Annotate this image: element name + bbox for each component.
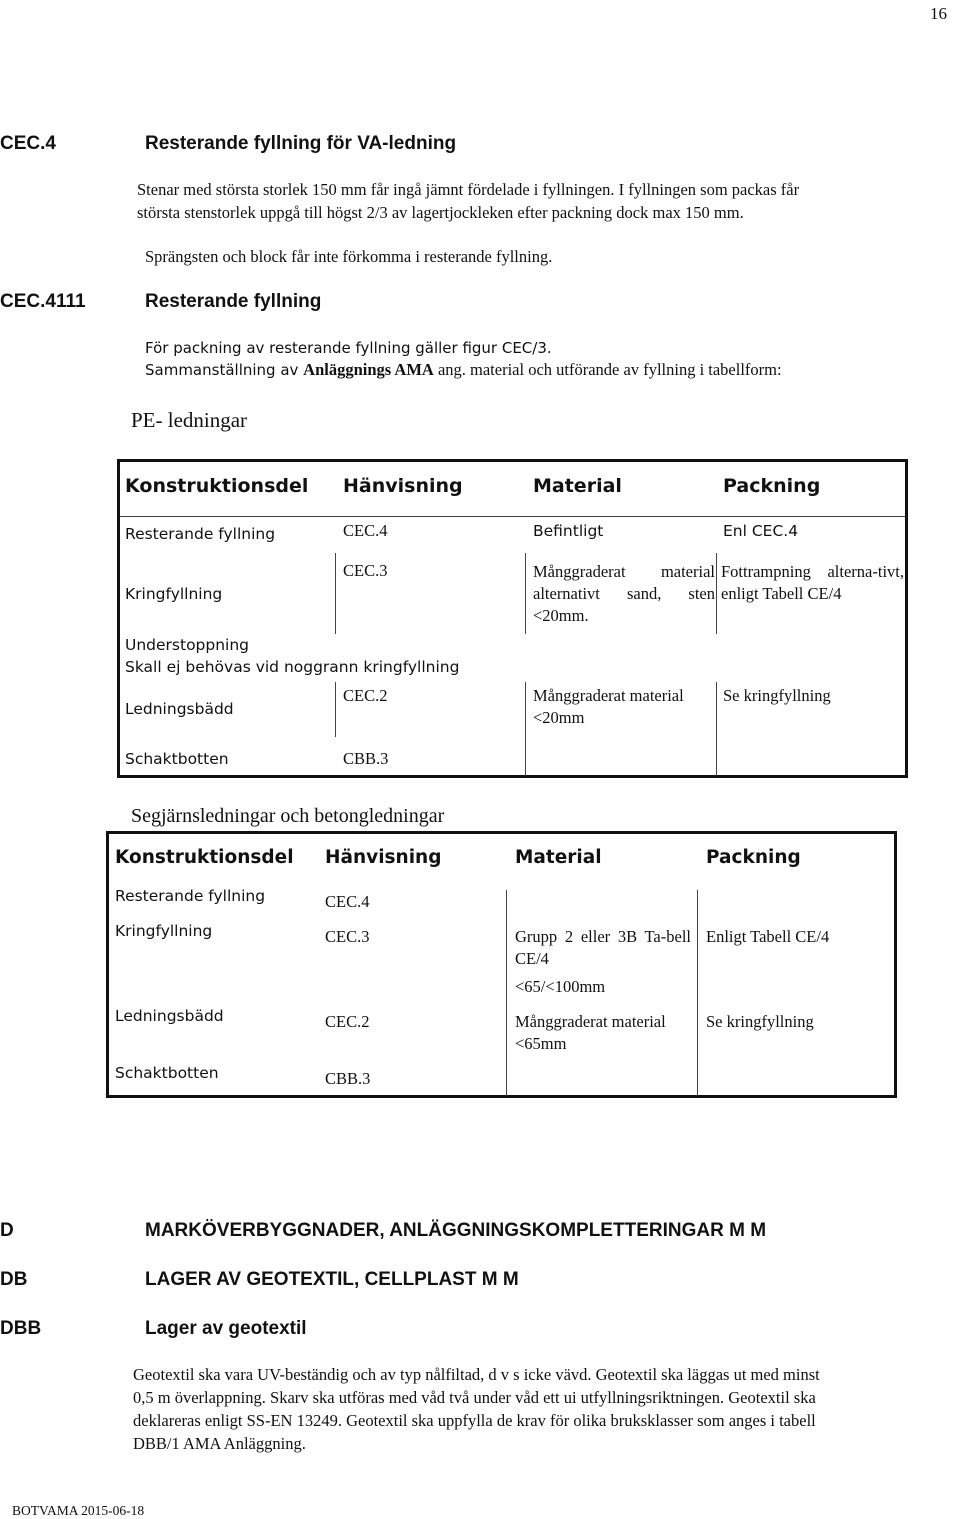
pe-cell-resterande-material: Befintligt (533, 522, 604, 540)
segjarn-header-packning: Packning (706, 847, 801, 868)
section-title-cec4: Resterande fyllning för VA-ledning (145, 133, 457, 154)
section-code-cec4111: CEC.4111 (0, 291, 86, 312)
pe-header-divider (120, 516, 905, 517)
segjarn-cell-kring-packning: Enligt Tabell CE/4 (706, 927, 830, 946)
pe-col-divider (335, 553, 336, 634)
pe-col-divider (335, 682, 336, 737)
segjarn-cell-schakt: Schaktbotten (115, 1064, 219, 1082)
segjarn-cell-resterande-ref: CEC.4 (325, 892, 370, 911)
section-code-cec4: CEC.4 (0, 133, 56, 154)
section-title-dbb: Lager av geotextil (145, 1318, 307, 1339)
paragraph-blasted-rock: Sprängsten och block får inte förkomma i resterande fyllning. (145, 247, 553, 266)
paragraph-stone-size: Stenar med största storlek 150 mm får ingå jämnt fördelade i fyllningen. I fyllningen som packas får största stenstorlek uppgå till högst 2/3 av lagertjockleken efter packning dock max 150 mm. (137, 180, 800, 222)
segjarn-header-konstruktionsdel: Konstruktionsdel (115, 847, 294, 868)
section-code-dbb: DBB (0, 1318, 42, 1339)
summary-prefix: Sammanställning av (145, 361, 304, 379)
footer-document-id: BOTVAMA 2015-06-18 (12, 1503, 145, 1518)
pe-table-heading: PE- ledningar (131, 408, 248, 432)
pe-cell-kring-ref: CEC.3 (343, 561, 388, 580)
pe-cell-kring-material: Månggraderat material alternativt sand, sten <20mm. (533, 562, 715, 625)
pe-col-divider (525, 553, 526, 634)
segjarn-table (106, 831, 897, 1098)
segjarn-cell-kring: Kringfyllning (115, 922, 213, 940)
section-code-db: DB (0, 1269, 28, 1290)
pe-cell-schakt: Schaktbotten (125, 750, 229, 768)
pe-cell-kring: Kringfyllning (125, 585, 223, 603)
section-code-d: D (0, 1220, 14, 1241)
segjarn-cell-badd-ref: CEC.2 (325, 1012, 370, 1031)
segjarn-header-material: Material (515, 847, 602, 868)
pe-header-konstruktionsdel: Konstruktionsdel (125, 475, 309, 497)
paragraph-geotextile: Geotextil ska vara UV-beständig och av typ nålfiltad, d v s icke vävd. Geotextil ska läggas ut med minst 0,5 m överlappning. Skarv ska utföras med våd två under våd ett ui utfyllningsriktningen. Geotextil ska deklareras enligt SS-EN 13249. Geotextil ska uppfylla de krav för olika bruksklasser som anges i tabell DBB/1 AMA Anläggning. (133, 1365, 820, 1453)
segjarn-cell-badd: Ledningsbädd (115, 1007, 224, 1025)
summary-suffix: ang. material och utförande av fyllning i tabellform: (433, 360, 782, 379)
pe-header-hanvisning: Hänvisning (343, 475, 463, 497)
segjarn-cell-badd-material: Månggraderat material <65mm (515, 1012, 666, 1053)
pe-table (117, 459, 908, 778)
pe-cell-understoppning: Understoppning (125, 636, 250, 654)
pe-col-divider (716, 553, 717, 634)
pe-col-divider (716, 682, 717, 776)
pe-cell-badd-material: Månggraderat material <20mm (533, 686, 684, 727)
section-title-db: LAGER AV GEOTEXTIL, CELLPLAST M M (145, 1269, 519, 1290)
ama-reference: Anläggnings AMA (303, 360, 434, 379)
pe-cell-understoppning-note: Skall ej behövas vid noggrann kringfyllning (125, 658, 460, 676)
pe-cell-schakt-ref: CBB.3 (343, 749, 389, 768)
segjarn-cell-kring-material-size: <65/<100mm (515, 977, 606, 996)
pe-cell-kring-packning: Fottrampning alterna-tivt, enligt Tabell CE/4 (721, 562, 904, 603)
pe-cell-resterande-ref: CEC.4 (343, 521, 388, 540)
segjarn-table-heading: Segjärnsledningar och betongledningar (131, 805, 445, 827)
section-title-cec4111: Resterande fyllning (145, 291, 322, 312)
segjarn-col-divider (506, 890, 507, 1096)
segjarn-col-divider (697, 890, 698, 1096)
pe-cell-resterande-packning: Enl CEC.4 (723, 522, 799, 540)
pe-cell-resterande: Resterande fyllning (125, 525, 276, 543)
paragraph-summary (145, 359, 782, 381)
pe-cell-badd-ref: CEC.2 (343, 686, 388, 705)
segjarn-header-hanvisning: Hänvisning (325, 847, 442, 868)
segjarn-cell-kring-material: Grupp 2 eller 3B Ta-bell CE/4 (515, 927, 691, 968)
pe-cell-badd: Ledningsbädd (125, 700, 234, 718)
pe-cell-badd-packning: Se kringfyllning (723, 686, 831, 705)
segjarn-cell-resterande: Resterande fyllning (115, 887, 266, 905)
pe-col-divider (525, 682, 526, 776)
pe-header-material: Material (533, 475, 622, 497)
segjarn-cell-badd-packning: Se kringfyllning (706, 1012, 814, 1031)
section-title-d: MARKÖVERBYGGNADER, ANLÄGGNINGSKOMPLETTERINGAR M M (145, 1220, 767, 1241)
paragraph-packing-figure: För packning av resterande fyllning gäller figur CEC/3. (145, 339, 552, 357)
pe-header-packning: Packning (723, 475, 821, 497)
page-number: 16 (930, 4, 947, 23)
segjarn-cell-schakt-ref: CBB.3 (325, 1069, 371, 1088)
segjarn-cell-kring-ref: CEC.3 (325, 927, 370, 946)
